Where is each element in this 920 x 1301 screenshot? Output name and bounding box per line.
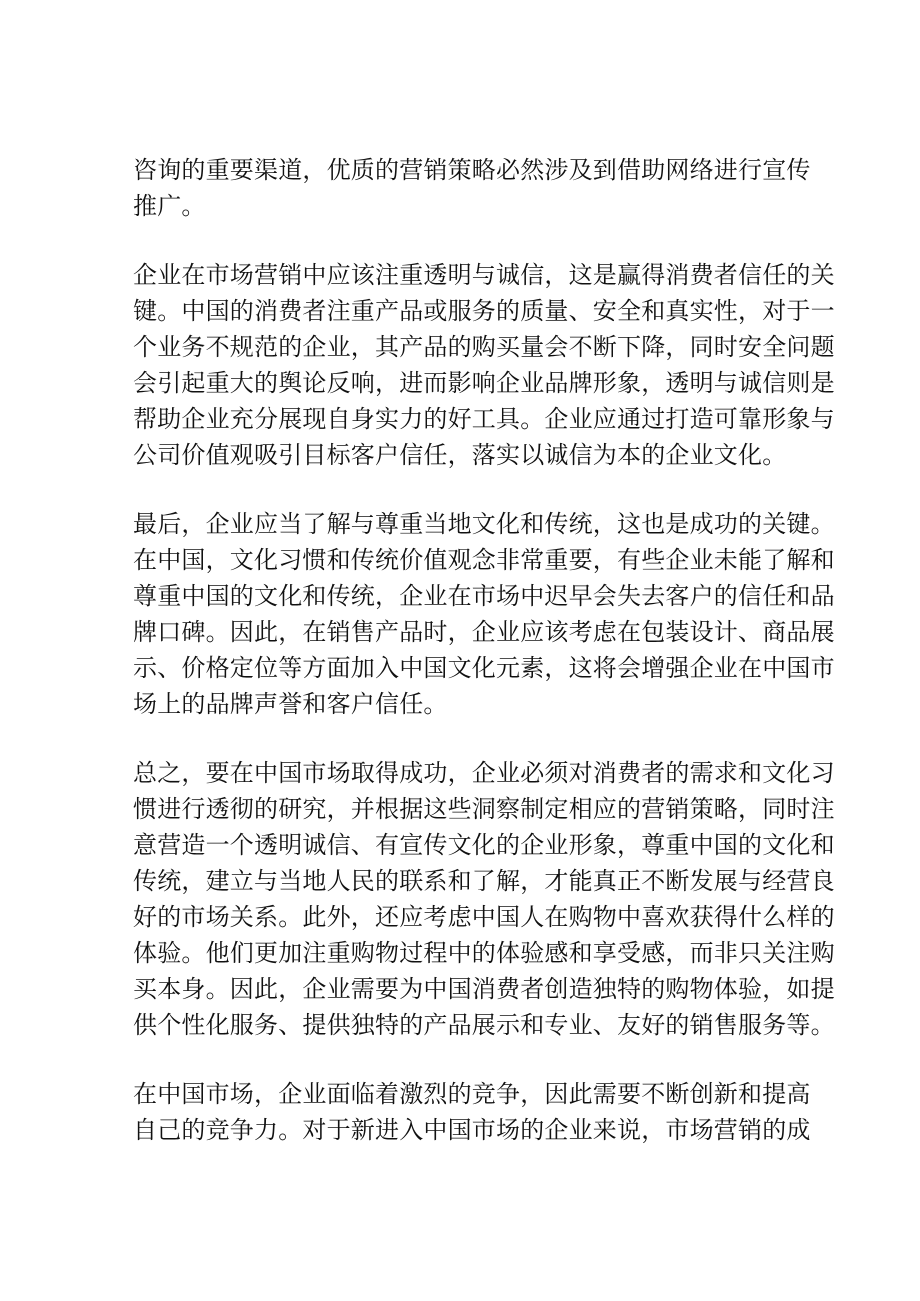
paragraph-1 (133, 152, 811, 224)
text-line: 传统，建立与当地人民的联系和了解，才能真正不断发展与经营良 (133, 867, 835, 895)
text-line: 最后，企业应当了解与尊重当地文化和传统，这也是成功的关键。 (133, 510, 835, 538)
text-line: 在中国市场，企业面临着激烈的竞争，因此需要不断创新和提高 (133, 1080, 811, 1108)
text-line: 键。中国的消费者注重产品或服务的质量、安全和真实性，对于一 (133, 297, 835, 325)
paragraph-5 (133, 1076, 811, 1148)
text-line: 示、价格定位等方面加入中国文化元素，这将会增强企业在中国市 (133, 654, 835, 682)
text-line: 供个性化服务、提供独特的产品展示和专业、友好的销售服务等。 (133, 1011, 835, 1039)
text-line: 牌口碑。因此，在销售产品时，企业应该考虑在包装设计、商品展 (133, 618, 835, 646)
text-line: 推广。 (133, 192, 206, 220)
text-line: 企业在市场营销中应该注重透明与诚信，这是赢得消费者信任的关 (133, 261, 835, 289)
paragraph-2 (133, 257, 835, 473)
text-line: 尊重中国的文化和传统，企业在市场中迟早会失去客户的信任和品 (133, 582, 835, 610)
text-line: 个业务不规范的企业，其产品的购买量会不断下降，同时安全问题 (133, 333, 835, 361)
text-line: 意营造一个透明诚信、有宣传文化的企业形象，尊重中国的文化和 (133, 831, 835, 859)
text-line: 场上的品牌声誉和客户信任。 (133, 690, 448, 718)
paragraph-4 (133, 755, 835, 1043)
text-line: 公司价值观吸引目标客户信任，落实以诚信为本的企业文化。 (133, 441, 787, 469)
text-line: 惯进行透彻的研究，并根据这些洞察制定相应的营销策略，同时注 (133, 795, 835, 823)
text-line: 买本身。因此，企业需要为中国消费者创造独特的购物体验，如提 (133, 975, 835, 1003)
text-line: 好的市场关系。此外，还应考虑中国人在购物中喜欢获得什么样的 (133, 903, 835, 931)
text-line: 会引起重大的舆论反响，进而影响企业品牌形象，透明与诚信则是 (133, 369, 835, 397)
text-line: 体验。他们更加注重购物过程中的体验感和享受感，而非只关注购 (133, 939, 835, 967)
document-body (133, 152, 835, 1181)
text-line: 咨询的重要渠道，优质的营销策略必然涉及到借助网络进行宣传 (133, 156, 811, 184)
text-line: 自己的竞争力。对于新进入中国市场的企业来说，市场营销的成 (133, 1116, 811, 1144)
text-line: 在中国，文化习惯和传统价值观念非常重要，有些企业未能了解和 (133, 546, 835, 574)
text-line: 帮助企业充分展现自身实力的好工具。企业应通过打造可靠形象与 (133, 405, 835, 433)
paragraph-3 (133, 506, 835, 722)
text-line: 总之，要在中国市场取得成功，企业必须对消费者的需求和文化习 (133, 759, 835, 787)
